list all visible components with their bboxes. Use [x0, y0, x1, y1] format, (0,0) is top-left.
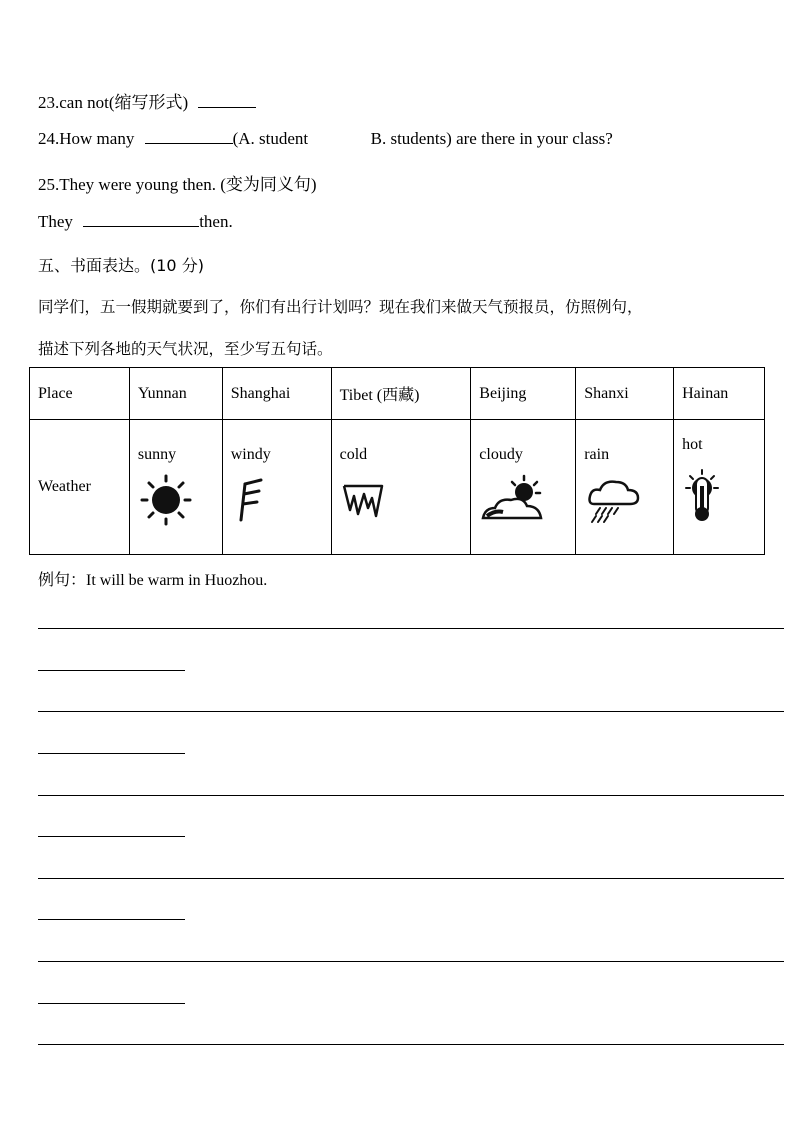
question-25-text: 25.They were young then. (变为同义句)	[38, 175, 317, 194]
example-sentence: 例句：It will be warm in Huozhou.	[38, 572, 268, 589]
writing-line-short[interactable]	[38, 753, 185, 754]
option-b: B. students) are there in your class?	[370, 129, 613, 148]
weather-cell-tibet	[331, 420, 471, 555]
question-25	[38, 170, 317, 195]
condition-rain: rain	[584, 446, 610, 463]
weather-row	[30, 420, 765, 555]
answer-blank-24[interactable]	[145, 129, 233, 144]
answer-prefix: They	[38, 212, 73, 231]
weather-table	[29, 367, 765, 555]
question-24-text: 24.How many	[38, 129, 135, 148]
weather-cell-hainan	[674, 420, 765, 555]
condition-cloudy: cloudy	[479, 446, 523, 463]
place-shanxi: Shanxi	[576, 368, 674, 420]
question-23	[38, 88, 256, 113]
writing-line[interactable]	[38, 1044, 784, 1045]
sun-icon	[138, 474, 222, 531]
place-beijing: Beijing	[471, 368, 576, 420]
question-23-text: 23.can not(缩写形式)	[38, 93, 189, 112]
rain-cloud-icon	[584, 474, 673, 531]
place-header: Place	[30, 368, 130, 420]
writing-line[interactable]	[38, 711, 784, 712]
place-shanghai: Shanghai	[222, 368, 331, 420]
icicle-icon	[340, 474, 471, 531]
writing-line-short[interactable]	[38, 919, 185, 920]
place-tibet: Tibet (西藏)	[331, 368, 471, 420]
writing-line-short[interactable]	[38, 836, 185, 837]
writing-line[interactable]	[38, 628, 784, 629]
question-24	[38, 129, 613, 149]
cloud-sun-icon	[479, 474, 575, 531]
question-25-answer	[38, 212, 233, 232]
writing-line[interactable]	[38, 878, 784, 879]
weather-header: Weather	[30, 420, 130, 555]
condition-sunny: sunny	[137, 446, 177, 463]
weather-cell-beijing	[471, 420, 576, 555]
place-row	[30, 368, 765, 420]
place-hainan: Hainan	[674, 368, 765, 420]
condition-cold: cold	[339, 446, 368, 463]
condition-hot: hot	[682, 436, 703, 453]
thermometer-icon	[682, 468, 764, 529]
section-heading: 五、书面表达。(10 分)	[38, 256, 204, 275]
answer-blank-25[interactable]	[83, 212, 199, 227]
writing-line-short[interactable]	[38, 1003, 185, 1004]
place-yunnan: Yunnan	[129, 368, 222, 420]
instruction-paragraph-1: 同学们，五一假期就要到了，你们有出行计划吗？现在我们来做天气预报员，仿照例句，	[38, 298, 643, 316]
weather-cell-shanxi	[576, 420, 674, 555]
option-a: (A. student	[232, 129, 309, 148]
weather-cell-yunnan	[129, 420, 222, 555]
writing-line[interactable]	[38, 795, 784, 796]
answer-blank-23[interactable]	[198, 93, 256, 108]
wind-icon	[231, 474, 331, 531]
weather-cell-shanghai	[222, 420, 331, 555]
answer-suffix: then.	[199, 212, 233, 231]
writing-line[interactable]	[38, 961, 784, 962]
writing-line-short[interactable]	[38, 670, 185, 671]
condition-windy: windy	[230, 446, 271, 463]
instruction-paragraph-2: 描述下列各地的天气状况，至少写五句话。	[38, 340, 333, 358]
